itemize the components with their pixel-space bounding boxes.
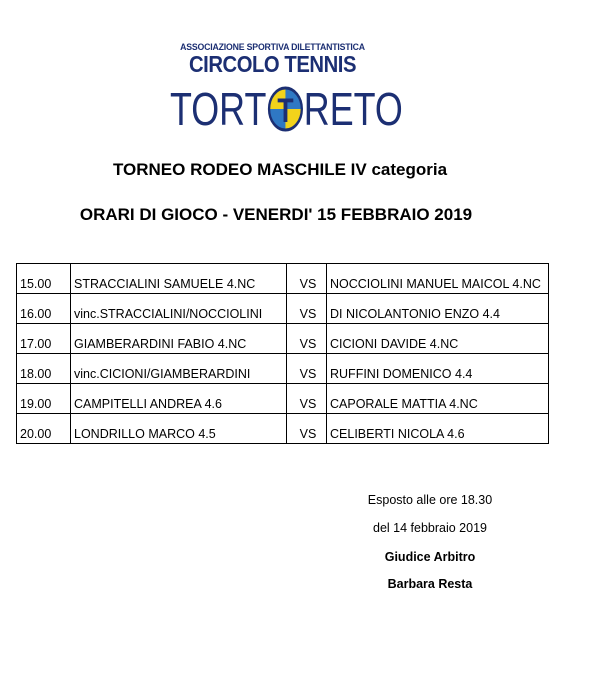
versus-label: VS <box>287 354 327 384</box>
match-time: 17.00 <box>17 324 71 354</box>
table-row <box>17 354 549 384</box>
logo-club-text: CIRCOLO TENNIS <box>188 51 357 77</box>
logo-association-text: ASSOCIAZIONE SPORTIVA DILETTANTISTICA <box>180 42 365 53</box>
versus-label: VS <box>287 414 327 444</box>
club-logo <box>160 38 410 138</box>
referee-role: Giudice Arbitro <box>384 550 476 564</box>
match-time: 18.00 <box>17 354 71 384</box>
versus-label: VS <box>287 324 327 354</box>
player-one: STRACCIALINI SAMUELE 4.NC <box>71 264 287 294</box>
player-two: DI NICOLANTONIO ENZO 4.4 <box>327 294 549 324</box>
player-one: GIAMBERARDINI FABIO 4.NC <box>71 324 287 354</box>
posted-date: del 14 febbraio 2019 <box>373 521 487 535</box>
player-two: CELIBERTI NICOLA 4.6 <box>327 414 549 444</box>
posted-time: Esposto alle ore 18.30 <box>367 493 493 507</box>
logo-brand-left: TORT <box>170 83 267 135</box>
versus-label: VS <box>287 294 327 324</box>
player-two: RUFFINI DOMENICO 4.4 <box>327 354 549 384</box>
player-one: vinc.CICIONI/GIAMBERARDINI <box>71 354 287 384</box>
match-time: 15.00 <box>17 264 71 294</box>
table-row <box>17 294 549 324</box>
tennis-ball-icon <box>267 86 303 132</box>
tournament-title: TORNEO RODEO MASCHILE IV categoria <box>112 160 448 179</box>
player-one: CAMPITELLI ANDREA 4.6 <box>71 384 287 414</box>
logo-brand-right: RETO <box>303 83 403 135</box>
match-time: 19.00 <box>17 384 71 414</box>
logo-brand <box>170 83 403 135</box>
match-time: 20.00 <box>17 414 71 444</box>
player-two: CICIONI DAVIDE 4.NC <box>327 324 549 354</box>
player-two: NOCCIOLINI MANUEL MAICOL 4.NC <box>327 264 549 294</box>
versus-label: VS <box>287 264 327 294</box>
match-time: 16.00 <box>17 294 71 324</box>
schedule-subtitle: ORARI DI GIOCO - VENERDI' 15 FEBBRAIO 2019 <box>79 205 473 224</box>
versus-label: VS <box>287 384 327 414</box>
table-row <box>17 384 549 414</box>
player-one: LONDRILLO MARCO 4.5 <box>71 414 287 444</box>
match-schedule-table <box>16 263 549 444</box>
table-row <box>17 264 549 294</box>
referee-name: Barbara Resta <box>387 577 473 591</box>
player-one: vinc.STRACCIALINI/NOCCIOLINI <box>71 294 287 324</box>
table-row <box>17 324 549 354</box>
table-row <box>17 414 549 444</box>
player-two: CAPORALE MATTIA 4.NC <box>327 384 549 414</box>
logo-ball-letter: T <box>276 91 294 130</box>
